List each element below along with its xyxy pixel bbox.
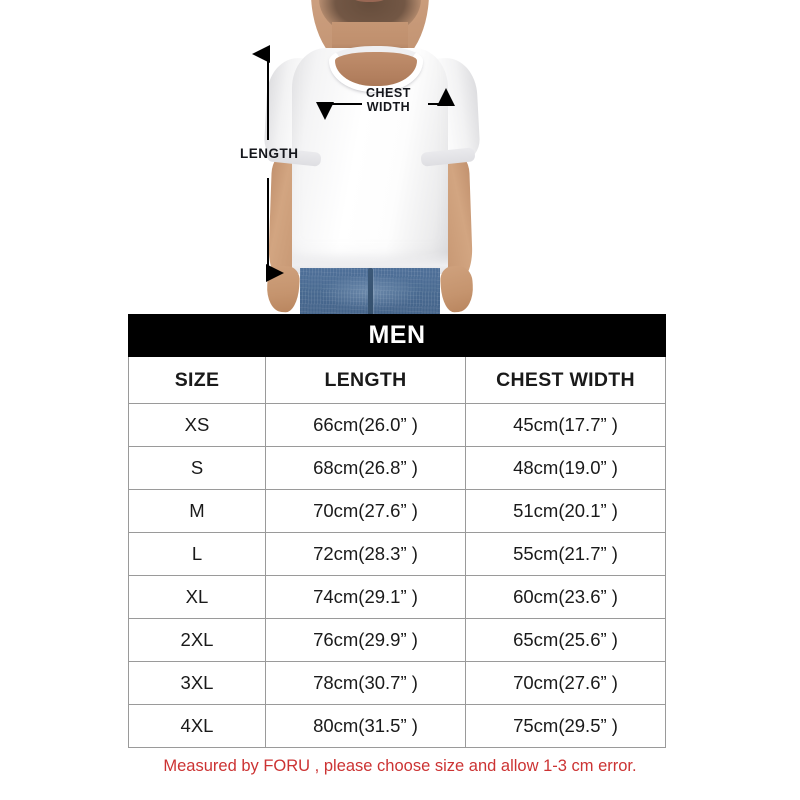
table-row xyxy=(129,447,666,490)
cell-chest: 51cm(20.1” ) xyxy=(466,490,666,533)
table-title-row xyxy=(129,315,666,357)
cell-length: 80cm(31.5” ) xyxy=(266,705,466,748)
cell-length: 68cm(26.8” ) xyxy=(266,447,466,490)
table-row xyxy=(129,619,666,662)
cell-chest: 70cm(27.6” ) xyxy=(466,662,666,705)
table-title: MEN xyxy=(129,315,666,357)
model-jeans xyxy=(300,268,440,316)
jeans-fly xyxy=(368,268,373,316)
table-row xyxy=(129,404,666,447)
cell-length: 78cm(30.7” ) xyxy=(266,662,466,705)
cell-size: XS xyxy=(129,404,266,447)
cell-chest: 60cm(23.6” ) xyxy=(466,576,666,619)
cell-size: S xyxy=(129,447,266,490)
cell-chest: 65cm(25.6” ) xyxy=(466,619,666,662)
table-row xyxy=(129,533,666,576)
cell-chest: 75cm(29.5” ) xyxy=(466,705,666,748)
model-hand-right xyxy=(439,265,474,313)
table-row xyxy=(129,576,666,619)
cell-chest: 48cm(19.0” ) xyxy=(466,447,666,490)
column-header-size: SIZE xyxy=(129,357,266,404)
cell-size: 4XL xyxy=(129,705,266,748)
table-row xyxy=(129,705,666,748)
measurement-disclaimer: Measured by FORU , please choose size and allow 1-3 cm error. xyxy=(163,757,637,775)
cell-length: 70cm(27.6” ) xyxy=(266,490,466,533)
cell-size: 2XL xyxy=(129,619,266,662)
table-row xyxy=(129,490,666,533)
chest-annotation-line1: CHEST xyxy=(366,86,411,100)
cell-size: L xyxy=(129,533,266,576)
table-row xyxy=(129,662,666,705)
model-photo xyxy=(0,0,800,316)
length-annotation-label: LENGTH xyxy=(240,146,299,161)
cell-length: 74cm(29.1” ) xyxy=(266,576,466,619)
cell-length: 76cm(29.9” ) xyxy=(266,619,466,662)
chest-width-annotation-label xyxy=(366,86,411,114)
size-chart-table xyxy=(128,314,666,748)
cell-chest: 55cm(21.7” ) xyxy=(466,533,666,576)
cell-length: 66cm(26.0” ) xyxy=(266,404,466,447)
cell-length: 72cm(28.3” ) xyxy=(266,533,466,576)
table-header-row xyxy=(129,357,666,404)
cell-chest: 45cm(17.7” ) xyxy=(466,404,666,447)
cell-size: XL xyxy=(129,576,266,619)
chest-annotation-line2: WIDTH xyxy=(366,100,411,114)
cell-size: M xyxy=(129,490,266,533)
model-hand-left xyxy=(265,265,300,313)
cell-size: 3XL xyxy=(129,662,266,705)
column-header-length: LENGTH xyxy=(266,357,466,404)
column-header-chest: CHEST WIDTH xyxy=(466,357,666,404)
